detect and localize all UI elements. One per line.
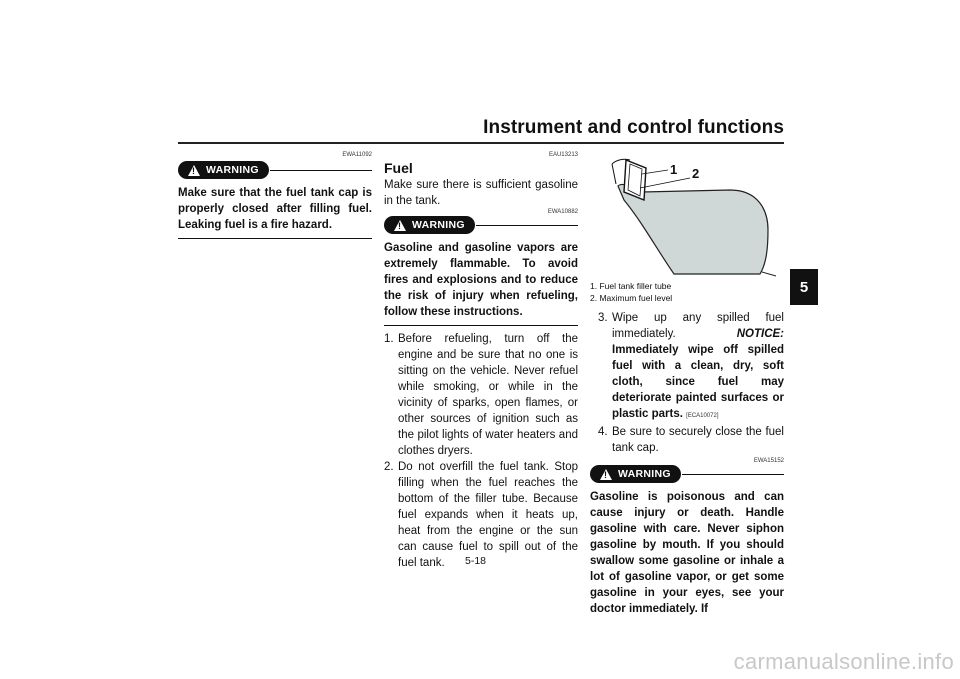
warning-header [178,161,372,181]
warning-header-rule [682,474,784,475]
figure-caption-2: 2. Maximum fuel level [590,293,673,303]
section-intro: Make sure there is sufficient gasoline in the tank. [384,179,578,207]
watermark: carmanualsonline.info [733,649,954,674]
middle-column [384,152,578,571]
list-item [598,424,784,456]
step-text: Wipe up any spilled fuel immediately. [612,312,784,340]
warning-text: Gasoline and gasoline vapors are extremely flammable. To avoid fires and explosions and to reduce the risk of injury when refueling, follow these instructions. [384,242,578,318]
section-code: EAU13213 [548,152,578,158]
warning-bottom-rule [384,325,578,326]
warning-label: WARNING [206,164,259,176]
warning-badge [178,161,269,179]
warning-header-rule [270,170,372,171]
warning-code: EWA10882 [547,209,578,215]
section-title: Fuel [384,160,413,176]
warning-header [590,465,784,485]
step-number: 3. [598,312,608,324]
step-text: Before refueling, turn off the engine and be sure that no one is sitting on the vehicle. Never refuel while smoking, or while in the vicinity of sparks, open flames, or other sources of ignition such as the pilot lights of water heaters and clothes dryers. [398,333,578,457]
warning-triangle-icon [188,165,200,176]
warning-label: WARNING [618,468,671,480]
right-column [590,152,784,617]
step-text: Be sure to securely close the fuel tank cap. [612,426,784,454]
warning-badge [384,216,475,234]
warning-bottom-rule [178,238,372,239]
notice-label: NOTICE: [736,328,784,340]
warning-label: WARNING [412,219,465,231]
page-number: 5-18 [465,555,487,567]
notice-code: [ECA10072] [686,413,719,419]
figure-label-2: 2 [692,166,700,181]
refuel-steps-continued [590,310,784,456]
list-item [598,310,784,424]
step-text: Do not overfill the fuel tank. Stop filling when the fuel reaches the bottom of the filler tube. Because fuel expands when it heats up, heat from the engine or the sun can cause fuel to spill out of the fuel tank. [398,461,578,569]
left-column [178,152,372,239]
warning-triangle-icon [600,469,612,480]
warning-header-rule [476,225,578,226]
warning-triangle-icon [394,220,406,231]
warning-code: EWA11092 [342,152,372,158]
step-number: 4. [598,426,608,438]
warning-text: Make sure that the fuel tank cap is properly closed after filling fuel. Leaking fuel is a fire hazard. [178,187,372,231]
fuel-tank-illustration [590,152,784,280]
step-number: 1. [384,333,394,345]
warning-badge [590,465,681,483]
header-rule [178,142,784,144]
step-number: 2. [384,461,394,473]
page-header-title: Instrument and control functions [483,117,784,138]
refuel-steps [384,331,578,571]
chapter-tab: 5 [790,269,818,305]
warning-text: Gasoline is poisonous and can cause injury or death. Handle gasoline with care. Never siphon gasoline by mouth. If you should swallow some gasoline or inhale a lot of gasoline vapor, or get some gasoline in your eyes, see your doctor immediately. If [590,491,784,615]
figure-caption-1: 1. Fuel tank filler tube [590,281,672,291]
list-item [384,331,578,459]
figure-label-1: 1 [670,162,678,177]
notice-text: Immediately wipe off spilled fuel with a clean, dry, soft cloth, since fuel may deteriorate painted surfaces or plastic parts. [612,344,784,420]
warning-code: EWA15152 [753,458,784,464]
warning-header [384,216,578,236]
